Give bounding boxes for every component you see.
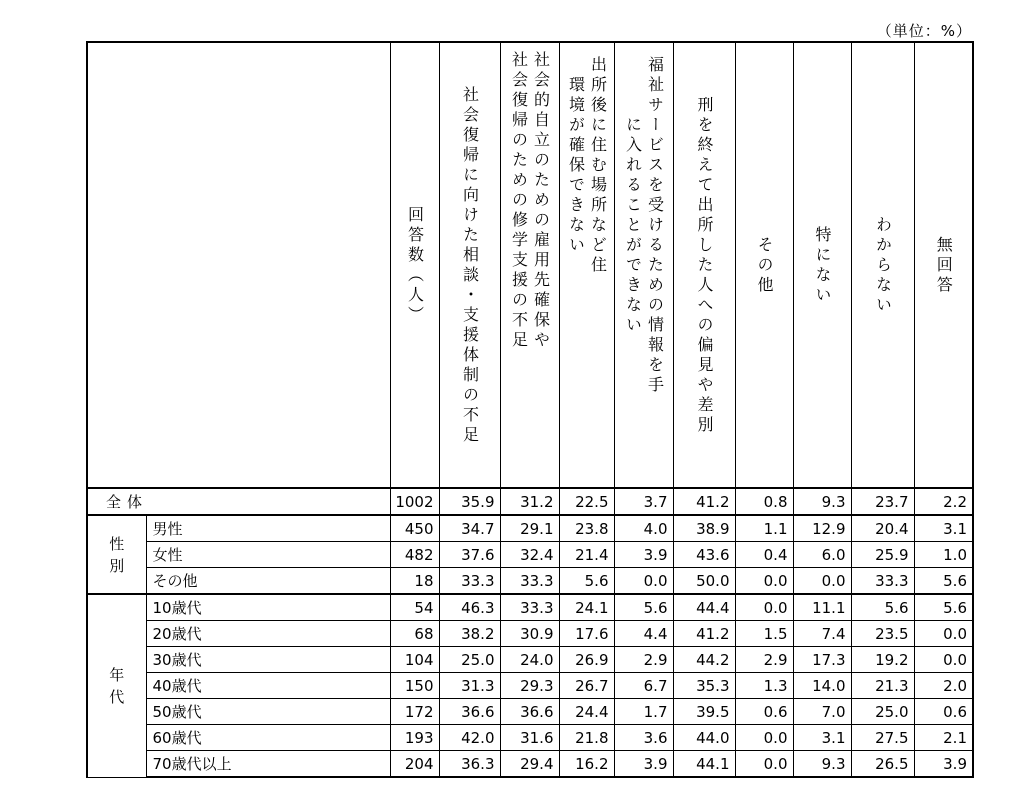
table-cell: 3.6 [614,725,673,751]
table-cell: 25.0 [439,647,500,673]
table-cell: 31.6 [500,725,559,751]
table-cell: 3.1 [914,515,973,542]
column-header: 福祉サービスを受けるための情報を手に入れることができない [614,42,673,488]
table-cell: 44.4 [673,594,735,621]
row-label: 20歳代 [146,621,390,647]
table-cell: 38.2 [439,621,500,647]
column-header: 無回答 [914,42,973,488]
column-header: その他 [735,42,793,488]
table-cell: 0.6 [735,699,793,725]
table-cell: 4.0 [614,515,673,542]
table-cell: 22.5 [559,488,614,515]
table-cell: 9.3 [793,751,851,778]
table-cell: 6.0 [793,542,851,568]
table-cell: 3.1 [793,725,851,751]
table-cell: 39.5 [673,699,735,725]
table-cell: 0.0 [735,568,793,595]
table-cell: 5.6 [851,594,914,621]
table-cell: 0.0 [735,725,793,751]
table-cell: 172 [390,699,439,725]
table-cell: 29.3 [500,673,559,699]
table-cell: 44.2 [673,647,735,673]
row-label: 男性 [146,515,390,542]
table-cell: 1.5 [735,621,793,647]
table-cell: 29.1 [500,515,559,542]
table-cell: 5.6 [914,594,973,621]
table-cell: 37.6 [439,542,500,568]
table-row [87,751,973,778]
column-header: わからない [851,42,914,488]
table-cell: 0.0 [914,621,973,647]
group-label-sex [87,515,146,594]
table-cell: 7.4 [793,621,851,647]
row-label: 60歳代 [146,725,390,751]
row-label: 全体 [87,488,390,515]
table-cell: 31.3 [439,673,500,699]
table-cell: 17.3 [793,647,851,673]
table-cell: 2.0 [914,673,973,699]
row-label: 70歳代以上 [146,751,390,778]
table-cell: 41.2 [673,488,735,515]
table-cell: 14.0 [793,673,851,699]
table-cell: 1.7 [614,699,673,725]
table-cell: 32.4 [500,542,559,568]
table-cell: 450 [390,515,439,542]
table-cell: 54 [390,594,439,621]
table-cell: 3.7 [614,488,673,515]
row-label: その他 [146,568,390,595]
table-cell: 31.2 [500,488,559,515]
unit-label: （単位：%） [876,22,972,40]
table-cell: 44.1 [673,751,735,778]
table-cell: 21.8 [559,725,614,751]
table-cell: 0.0 [735,594,793,621]
table-cell: 25.0 [851,699,914,725]
table-cell: 17.6 [559,621,614,647]
table-cell: 21.3 [851,673,914,699]
row-label: 50歳代 [146,699,390,725]
table-cell: 20.4 [851,515,914,542]
table-cell: 5.6 [559,568,614,595]
group-label-age [87,594,146,777]
table-cell: 1.1 [735,515,793,542]
table-cell: 6.7 [614,673,673,699]
table-cell: 0.0 [735,751,793,778]
table-cell: 27.5 [851,725,914,751]
table-row [87,647,973,673]
table-row [87,594,973,621]
table-cell: 36.3 [439,751,500,778]
table-cell: 1.0 [914,542,973,568]
table-cell: 26.7 [559,673,614,699]
table-cell: 2.1 [914,725,973,751]
table-cell: 19.2 [851,647,914,673]
table-cell: 44.0 [673,725,735,751]
table-cell: 104 [390,647,439,673]
table-cell: 33.3 [500,568,559,595]
table-cell: 23.8 [559,515,614,542]
table-cell: 42.0 [439,725,500,751]
table-cell: 29.4 [500,751,559,778]
table-cell: 0.8 [735,488,793,515]
table-cell: 33.3 [439,568,500,595]
column-header: 社会的自立のための雇用先確保や社会復帰のための修学支援の不足 [500,42,559,488]
table-row [87,699,973,725]
table-row [87,568,973,595]
table-cell: 204 [390,751,439,778]
table-cell: 36.6 [439,699,500,725]
table-cell: 18 [390,568,439,595]
table-cell: 3.9 [614,542,673,568]
table-row [87,673,973,699]
table-cell: 26.5 [851,751,914,778]
table-cell: 38.9 [673,515,735,542]
column-header: 回答数（人） [390,42,439,488]
table-cell: 5.6 [614,594,673,621]
table-cell: 12.9 [793,515,851,542]
row-label: 30歳代 [146,647,390,673]
table-cell: 0.4 [735,542,793,568]
table-cell: 21.4 [559,542,614,568]
table-row [87,515,973,542]
table-cell: 41.2 [673,621,735,647]
table-cell: 11.1 [793,594,851,621]
table-row [87,725,973,751]
table-cell: 2.9 [614,647,673,673]
table-cell: 68 [390,621,439,647]
table-cell: 35.9 [439,488,500,515]
table-cell: 33.3 [500,594,559,621]
table-cell: 0.0 [614,568,673,595]
row-label: 10歳代 [146,594,390,621]
table-cell: 0.0 [914,647,973,673]
table-row [87,488,973,515]
row-label: 40歳代 [146,673,390,699]
header-corner [87,42,390,488]
survey-table [86,41,974,778]
table-cell: 46.3 [439,594,500,621]
table-cell: 34.7 [439,515,500,542]
table-cell: 24.1 [559,594,614,621]
table-cell: 1.3 [735,673,793,699]
header-row [87,42,973,488]
table-cell: 9.3 [793,488,851,515]
table-cell: 26.9 [559,647,614,673]
table-cell: 1002 [390,488,439,515]
table-cell: 3.9 [914,751,973,778]
table-cell: 43.6 [673,542,735,568]
table-cell: 24.4 [559,699,614,725]
column-header: 社会復帰に向けた相談・支援体制の不足 [439,42,500,488]
table-cell: 36.6 [500,699,559,725]
column-header: 出所後に住む場所など住環境が確保できない [559,42,614,488]
table-cell: 25.9 [851,542,914,568]
table-cell: 4.4 [614,621,673,647]
table-cell: 35.3 [673,673,735,699]
table-row [87,621,973,647]
group-label-text: 性別 [109,534,125,575]
table-cell: 0.0 [793,568,851,595]
column-header: 特にない [793,42,851,488]
table-cell: 23.5 [851,621,914,647]
table-cell: 7.0 [793,699,851,725]
table-cell: 16.2 [559,751,614,778]
table-cell: 50.0 [673,568,735,595]
row-label: 女性 [146,542,390,568]
table-cell: 150 [390,673,439,699]
table-cell: 3.9 [614,751,673,778]
table-row [87,542,973,568]
group-label-text: 年代 [109,665,125,706]
table-cell: 24.0 [500,647,559,673]
table-cell: 2.2 [914,488,973,515]
table-cell: 482 [390,542,439,568]
table-cell: 23.7 [851,488,914,515]
table-cell: 0.6 [914,699,973,725]
table-cell: 2.9 [735,647,793,673]
table-cell: 33.3 [851,568,914,595]
table-cell: 193 [390,725,439,751]
column-header: 刑を終えて出所した人への偏見や差別 [673,42,735,488]
table-cell: 5.6 [914,568,973,595]
table-cell: 30.9 [500,621,559,647]
